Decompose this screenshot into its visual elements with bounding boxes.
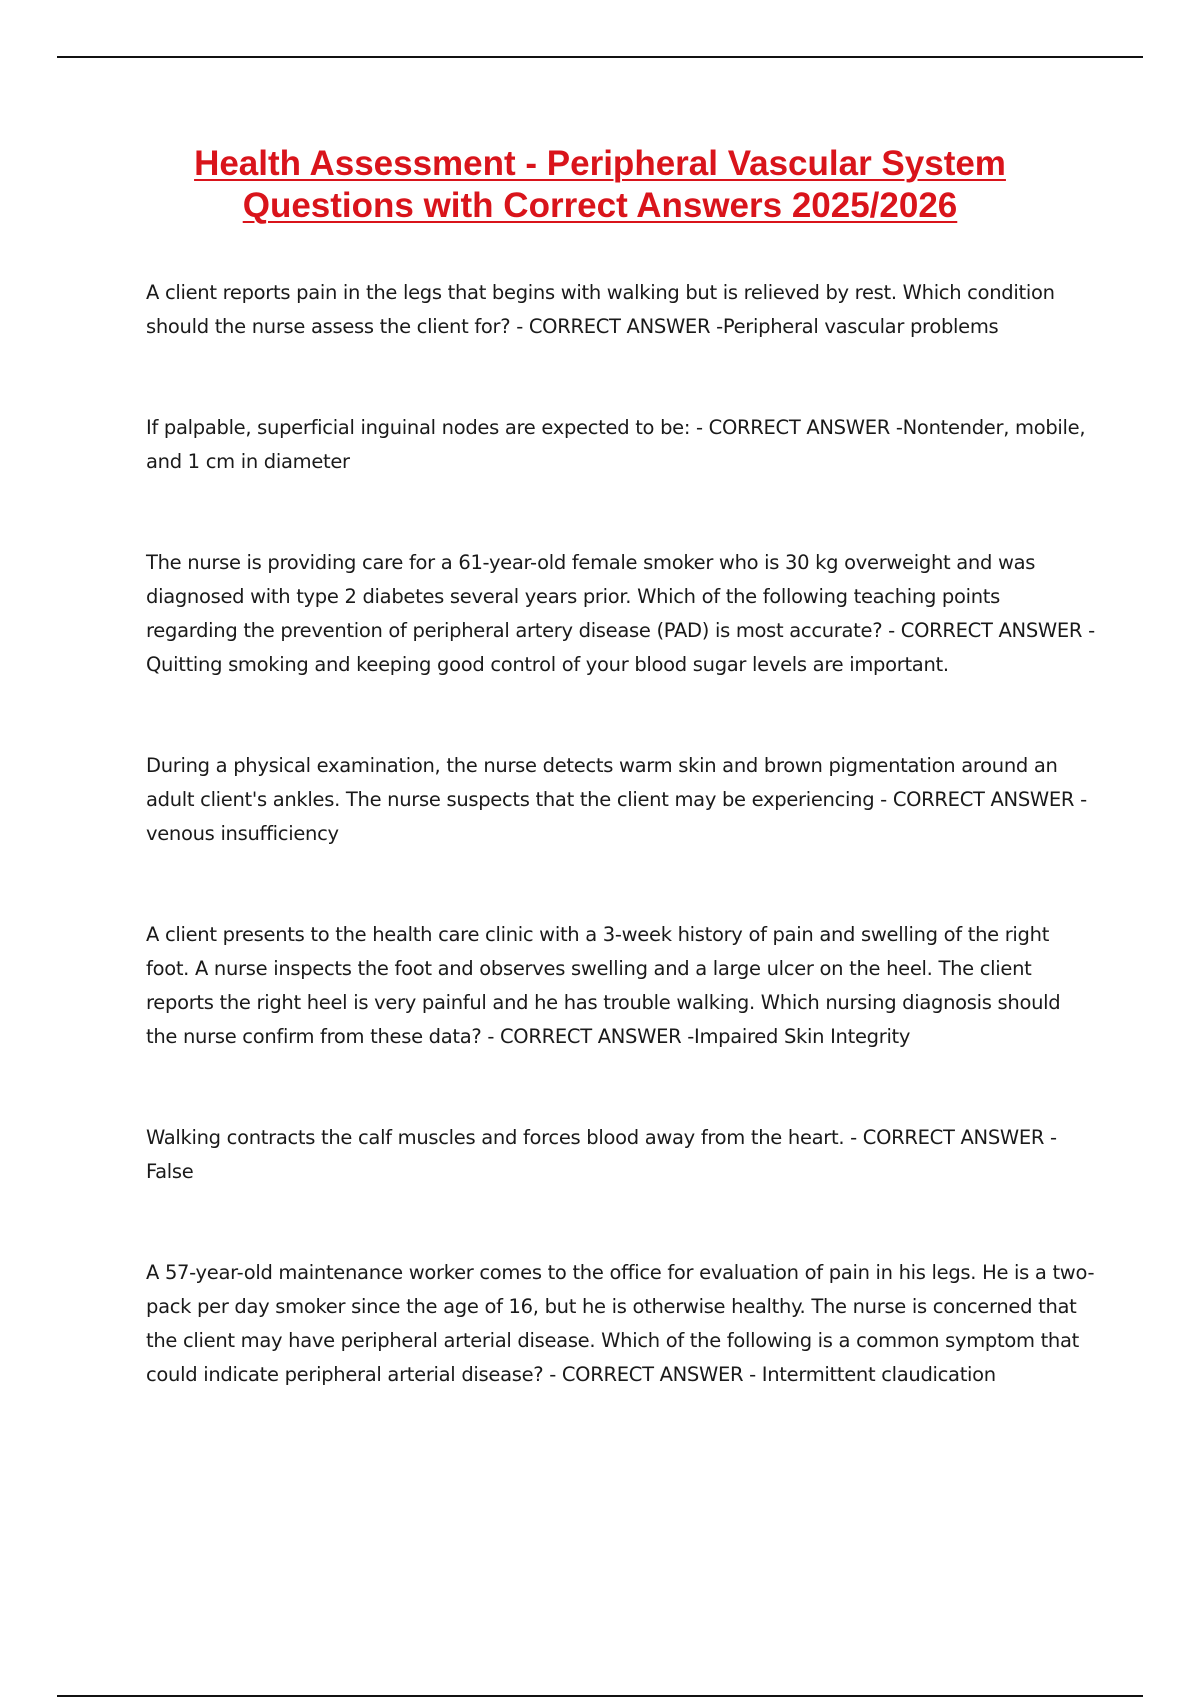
- qa-item-7: A 57-year-old maintenance worker comes to the office for evaluation of pain in his legs. He is a two-pack per day smoker since the age of 16, but he is otherwise healthy. The nurse is concerned that the client may have peripheral arterial disease. Which of the following is a common symptom that could indicate peripheral arterial disease? - CORRECT ANSWER - Intermittent claudication: [146, 1261, 1095, 1386]
- qa-item-4: During a physical examination, the nurse detects warm skin and brown pigmentation around an adult client's ankles. The nurse suspects that the client may be experiencing - CORRECT ANSWER -venous insufficiency: [146, 754, 1087, 845]
- qa-item-1: A client reports pain in the legs that begins with walking but is relieved by rest. Which condition should the nurse assess the client for? - CORRECT ANSWER -Peripheral vascular problems: [146, 281, 1055, 338]
- title-line-2: Questions with Correct Answers 2025/2026: [242, 186, 958, 225]
- qa-item-6: Walking contracts the calf muscles and forces blood away from the heart. - CORRECT ANSWER - False: [146, 1126, 1057, 1183]
- qa-item-3: The nurse is providing care for a 61-year-old female smoker who is 30 kg overweight and was diagnosed with type 2 diabetes several years prior. Which of the following teaching points regarding the prevention of peripheral artery disease (PAD) is most accurate? - CORRECT ANSWER -Quitting smoking and keeping good control of your blood sugar levels are important.: [146, 551, 1095, 676]
- top-divider: [57, 56, 1143, 58]
- document-title: [100, 143, 1100, 227]
- qa-item-5: A client presents to the health care clinic with a 3-week history of pain and swelling of the right foot. A nurse inspects the foot and observes swelling and a large ulcer on the heel. The client reports the right heel is very painful and he has trouble walking. Which nursing diagnosis should the nurse confirm from these data? - CORRECT ANSWER -Impaired Skin Integrity: [146, 923, 1061, 1048]
- question-answer-list: [146, 276, 1096, 1392]
- bottom-divider: [57, 1695, 1143, 1697]
- qa-item-2: If palpable, superficial inguinal nodes are expected to be: - CORRECT ANSWER -Nontender, mobile, and 1 cm in diameter: [146, 416, 1086, 473]
- title-line-1: Health Assessment - Peripheral Vascular System: [194, 144, 1006, 183]
